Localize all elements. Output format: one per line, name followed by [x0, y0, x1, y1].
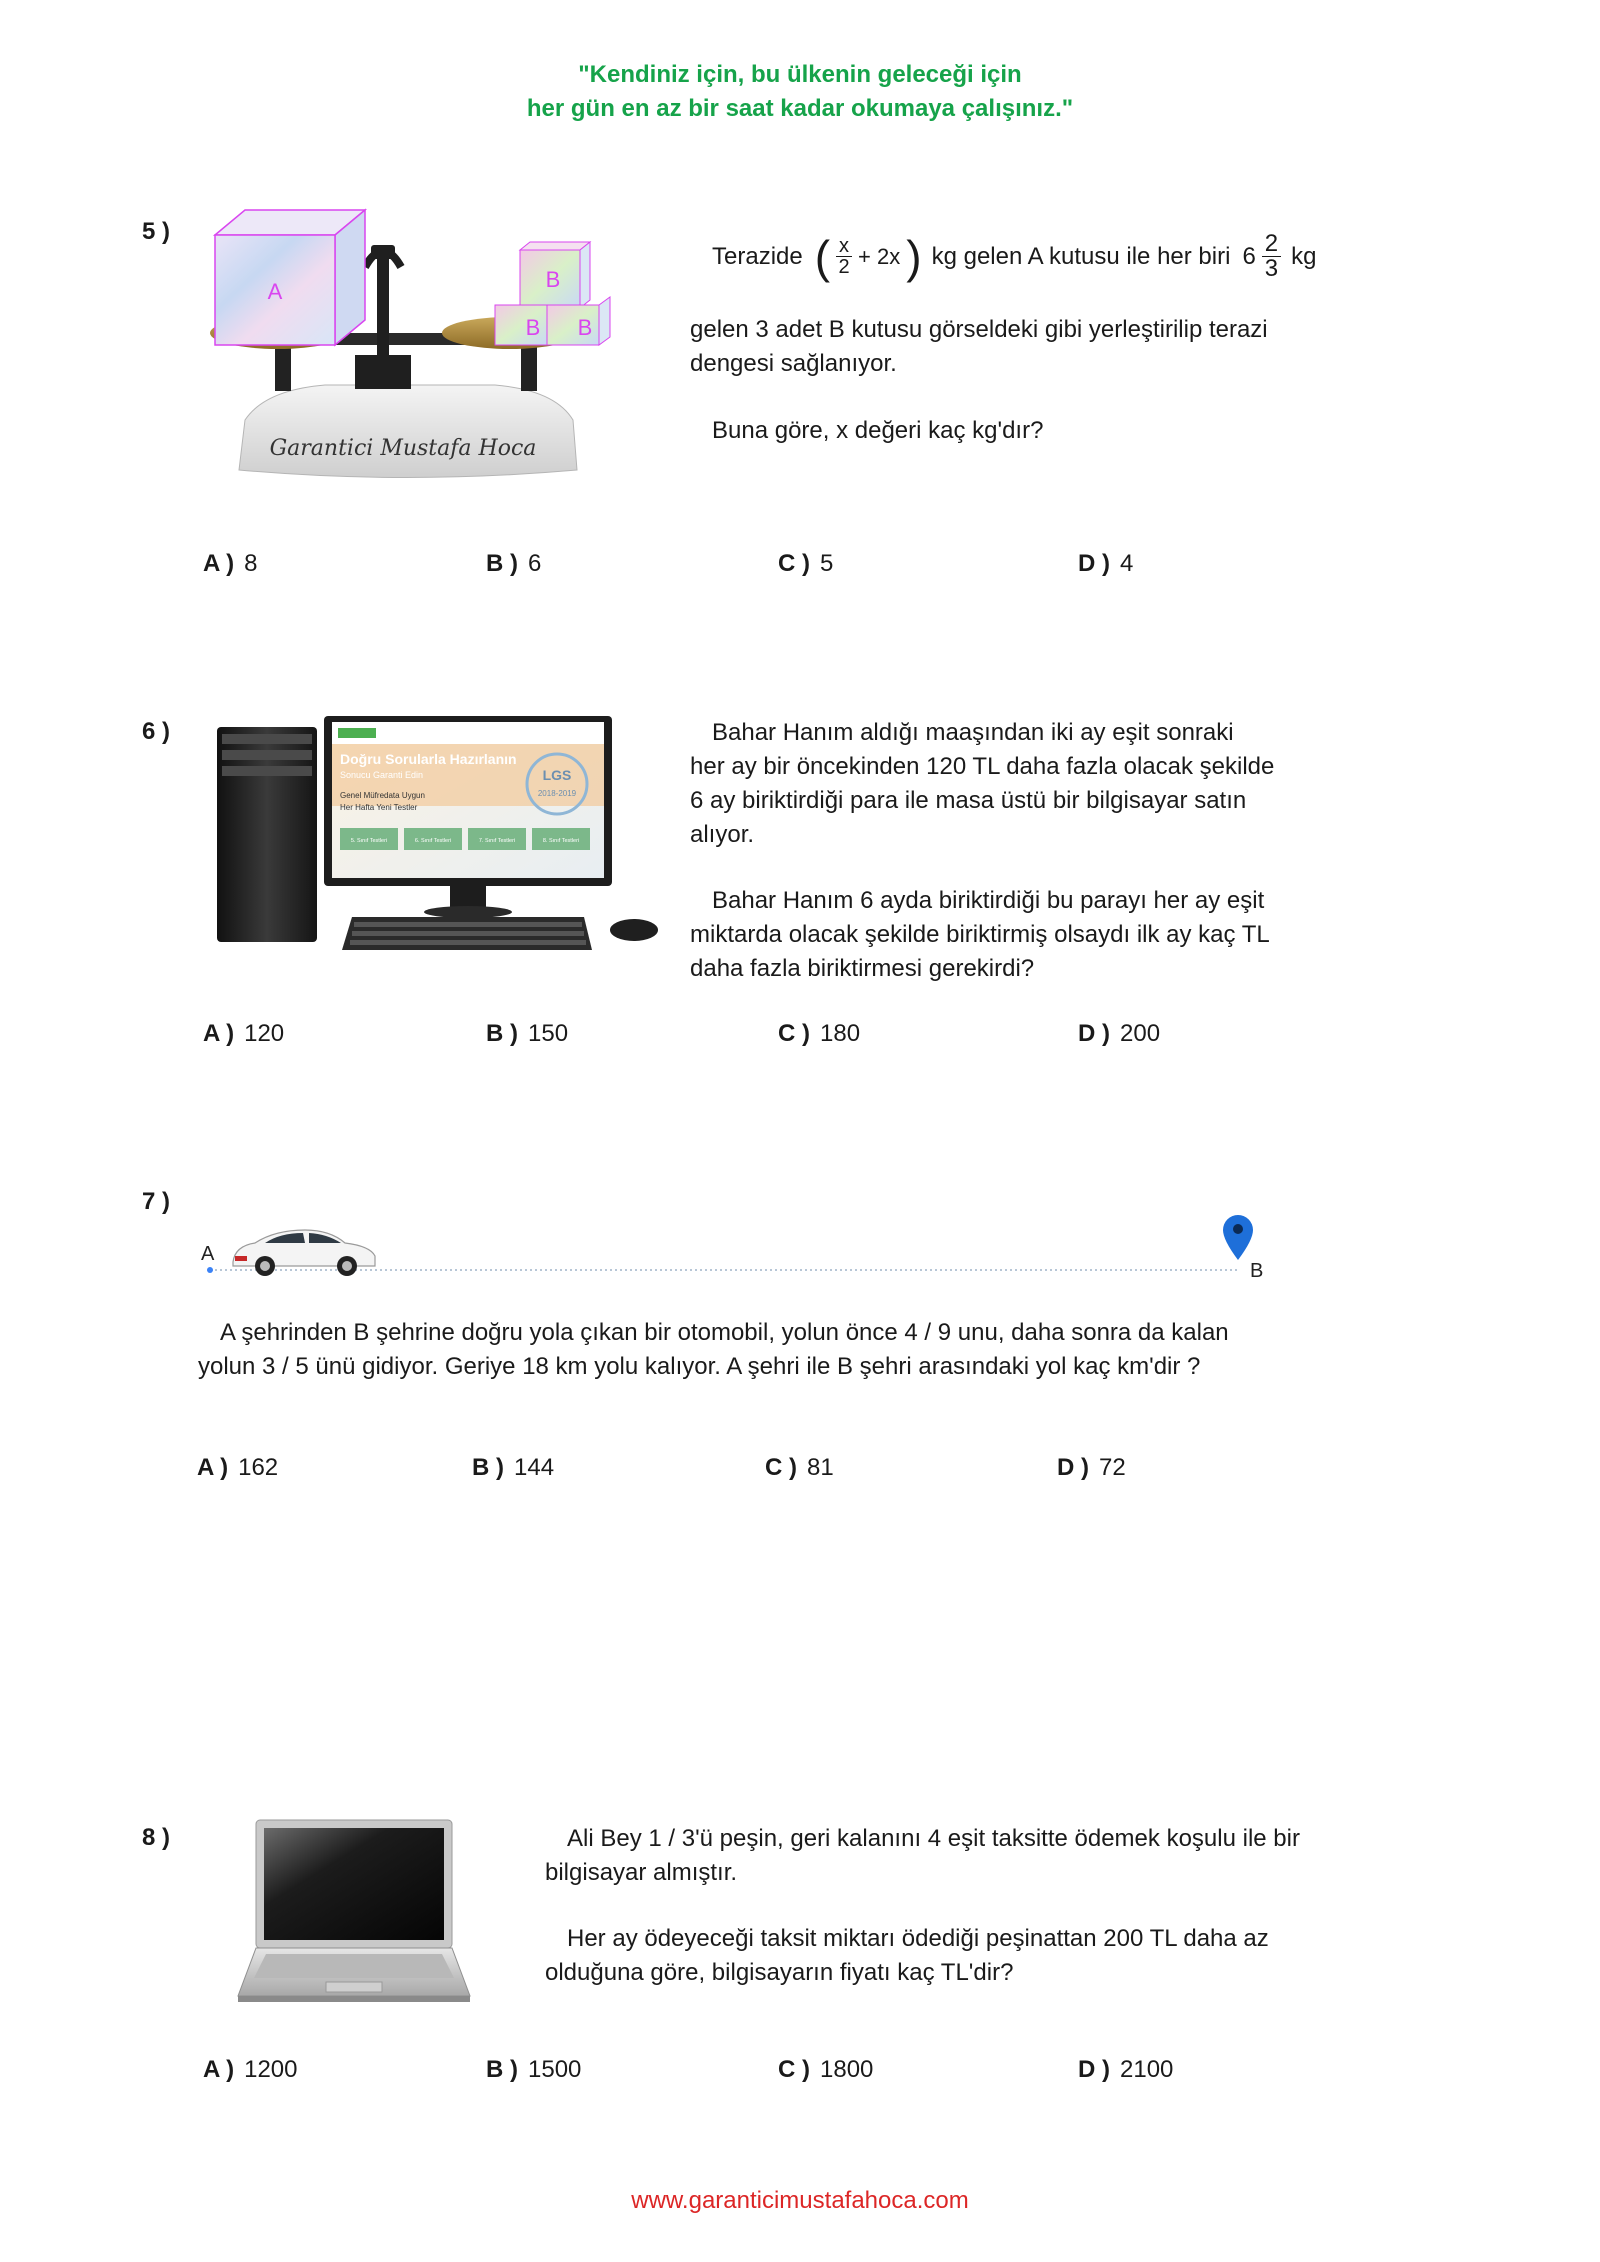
question-5-option-a[interactable] [203, 550, 257, 578]
question-8-line-1: Ali Bey 1 / 3'ü peşin, geri kalanını 4 eşit taksitte ödemek koşulu ile bir [567, 1825, 1300, 1852]
point-b-label: B [1250, 1260, 1264, 1282]
screen-badge-lgs: LGS [542, 767, 572, 783]
question-6-question-line-2: miktarda olacak şekilde biriktirmiş olsaydı ilk ay kaç TL [690, 921, 1270, 948]
question-8-line-2: bilgisayar almıştır. [545, 1859, 738, 1886]
point-a-label: A [201, 1243, 215, 1265]
question-6-option-c[interactable] [778, 1020, 860, 1048]
question-6-line-1: Bahar Hanım aldığı maaşından iki ay eşit sonraki [712, 719, 1234, 746]
left-paren: ( [814, 230, 831, 283]
option-value: 72 [1099, 1454, 1126, 1481]
box-a-label: A [267, 279, 283, 304]
fraction-numerator: x [836, 236, 852, 257]
option-value: 144 [514, 1454, 555, 1481]
desktop-computer-icon [212, 712, 667, 957]
option-label: D ) [1078, 2056, 1110, 2083]
question-5-option-b[interactable] [486, 550, 541, 578]
question-7-option-c[interactable] [765, 1454, 834, 1482]
question-8-question-line-1: Her ay ödeyeceği taksit miktarı ödediği peşinattan 200 TL daha az [567, 1925, 1269, 1952]
question-5-mid: kg gelen A kutusu ile her biri [931, 242, 1231, 270]
option-value: 180 [820, 1020, 861, 1047]
question-7-number: 7 ) [142, 1188, 171, 1215]
question-6-question-line-1: Bahar Hanım 6 ayda biriktirdiği bu parayı her ay eşit [712, 887, 1265, 914]
question-6-option-a[interactable] [203, 1020, 284, 1048]
car-icon [233, 1230, 375, 1276]
screen-badge-year: 2018-2019 [537, 789, 577, 798]
question-6-line-2: her ay bir öncekinden 120 TL daha fazla olacak şekilde [690, 753, 1275, 780]
laptop-icon [236, 1818, 472, 2008]
question-8-option-d[interactable] [1078, 2056, 1173, 2084]
box-b-label-right: B [577, 315, 593, 340]
option-value: 2100 [1120, 2056, 1174, 2083]
question-5-line-2: gelen 3 adet B kutusu görseldeki gibi yerleştirilip terazi [690, 316, 1268, 343]
option-value: 8 [244, 550, 258, 577]
question-5-number: 5 ) [142, 218, 171, 245]
plus-2x-term: + 2x [858, 243, 901, 269]
option-label: A ) [203, 1020, 235, 1047]
option-value: 162 [238, 1454, 279, 1481]
question-8-option-c[interactable] [778, 2056, 873, 2084]
screen-btn-8: 8. Sınıf Testleri [542, 838, 580, 844]
screen-subtitle: Sonucu Garanti Edin [340, 770, 424, 780]
question-6-line-4: alıyor. [690, 821, 755, 848]
question-8-option-a[interactable] [203, 2056, 298, 2084]
screen-bullet-1: Genel Müfredata Uygun [340, 791, 425, 800]
option-value: 4 [1120, 550, 1134, 577]
footer-url[interactable]: www.garanticimustafahoca.com [631, 2187, 969, 2214]
mixed-number-whole: 6 [1242, 242, 1256, 270]
screen-btn-5: 5. Sınıf Testleri [350, 838, 388, 844]
mixed-number-fraction [1262, 232, 1281, 281]
question-7-line-2: yolun 3 / 5 ünü gidiyor. Geriye 18 km yolu kalıyor. A şehri ile B şehri arasındaki yol kaç km'dir ? [198, 1353, 1201, 1380]
question-5-option-c[interactable] [778, 550, 833, 578]
box-b-label-top: B [545, 267, 561, 292]
question-7-option-d[interactable] [1057, 1454, 1126, 1482]
option-label: C ) [778, 1020, 810, 1047]
box-b-label-left: B [525, 315, 541, 340]
option-label: A ) [197, 1454, 229, 1481]
question-5-first-line [712, 232, 1317, 281]
mixed-denominator: 3 [1264, 255, 1279, 282]
option-label: C ) [778, 550, 810, 577]
question-5-intro: Terazide [712, 242, 803, 270]
scale-brand-text: Garantici Mustafa Hoca [269, 436, 537, 461]
option-value: 1200 [244, 2056, 298, 2083]
option-value: 5 [820, 550, 834, 577]
option-label: C ) [765, 1454, 797, 1481]
road-diagram [195, 1210, 1285, 1280]
option-value: 81 [807, 1454, 834, 1481]
motto-line-2: her gün en az bir saat kadar okumaya çalışınız." [526, 95, 1074, 122]
fraction-x-over-2 [836, 236, 852, 277]
option-label: C ) [778, 2056, 810, 2083]
fraction-denominator: 2 [838, 256, 850, 278]
question-6-option-d[interactable] [1078, 1020, 1160, 1048]
question-7-line-1: A şehrinden B şehrine doğru yola çıkan bir otomobil, yolun önce 4 / 9 unu, daha sonra da kalan [220, 1319, 1229, 1346]
screen-bullet-2: Her Hafta Yeni Testler [340, 803, 418, 812]
screen-btn-6: 6. Sınıf Testleri [414, 838, 452, 844]
option-value: 150 [528, 1020, 569, 1047]
question-8-number: 8 ) [142, 1824, 171, 1851]
option-value: 120 [244, 1020, 285, 1047]
map-pin-icon [1223, 1215, 1253, 1260]
question-6-number: 6 ) [142, 718, 171, 745]
question-6-question-line-3: daha fazla biriktirmesi gerekirdi? [690, 955, 1035, 982]
question-7-option-b[interactable] [472, 1454, 554, 1482]
question-7-option-a[interactable] [197, 1454, 278, 1482]
question-5-question: Buna göre, x değeri kaç kg'dır? [712, 417, 1044, 444]
question-6-option-b[interactable] [486, 1020, 568, 1048]
balance-scale-icon [205, 205, 610, 485]
mixed-numerator: 2 [1262, 232, 1281, 257]
option-label: A ) [203, 2056, 235, 2083]
option-label: D ) [1057, 1454, 1089, 1481]
screen-btn-7: 7. Sınıf Testleri [478, 838, 516, 844]
option-label: B ) [472, 1454, 504, 1481]
question-8-option-b[interactable] [486, 2056, 581, 2084]
option-label: D ) [1078, 1020, 1110, 1047]
option-label: B ) [486, 1020, 518, 1047]
question-5-option-d[interactable] [1078, 550, 1133, 578]
question-8-question-line-2: olduğuna göre, bilgisayarın fiyatı kaç TL'dir? [545, 1959, 1014, 1986]
screen-title: Doğru Sorularla Hazırlanın [340, 751, 517, 767]
option-value: 1800 [820, 2056, 874, 2083]
option-value: 6 [528, 550, 542, 577]
option-label: B ) [486, 2056, 518, 2083]
option-label: D ) [1078, 550, 1110, 577]
option-label: B ) [486, 550, 518, 577]
question-5-line-3: dengesi sağlanıyor. [690, 350, 897, 377]
motto-line-1: "Kendiniz için, bu ülkenin geleceği için [578, 61, 1022, 88]
option-value: 200 [1120, 1020, 1161, 1047]
question-5-unit: kg [1291, 242, 1317, 270]
option-label: A ) [203, 550, 235, 577]
right-paren: ) [906, 230, 922, 283]
question-6-line-3: 6 ay biriktirdiği para ile masa üstü bir bilgisayar satın [690, 787, 1247, 814]
option-value: 1500 [528, 2056, 582, 2083]
